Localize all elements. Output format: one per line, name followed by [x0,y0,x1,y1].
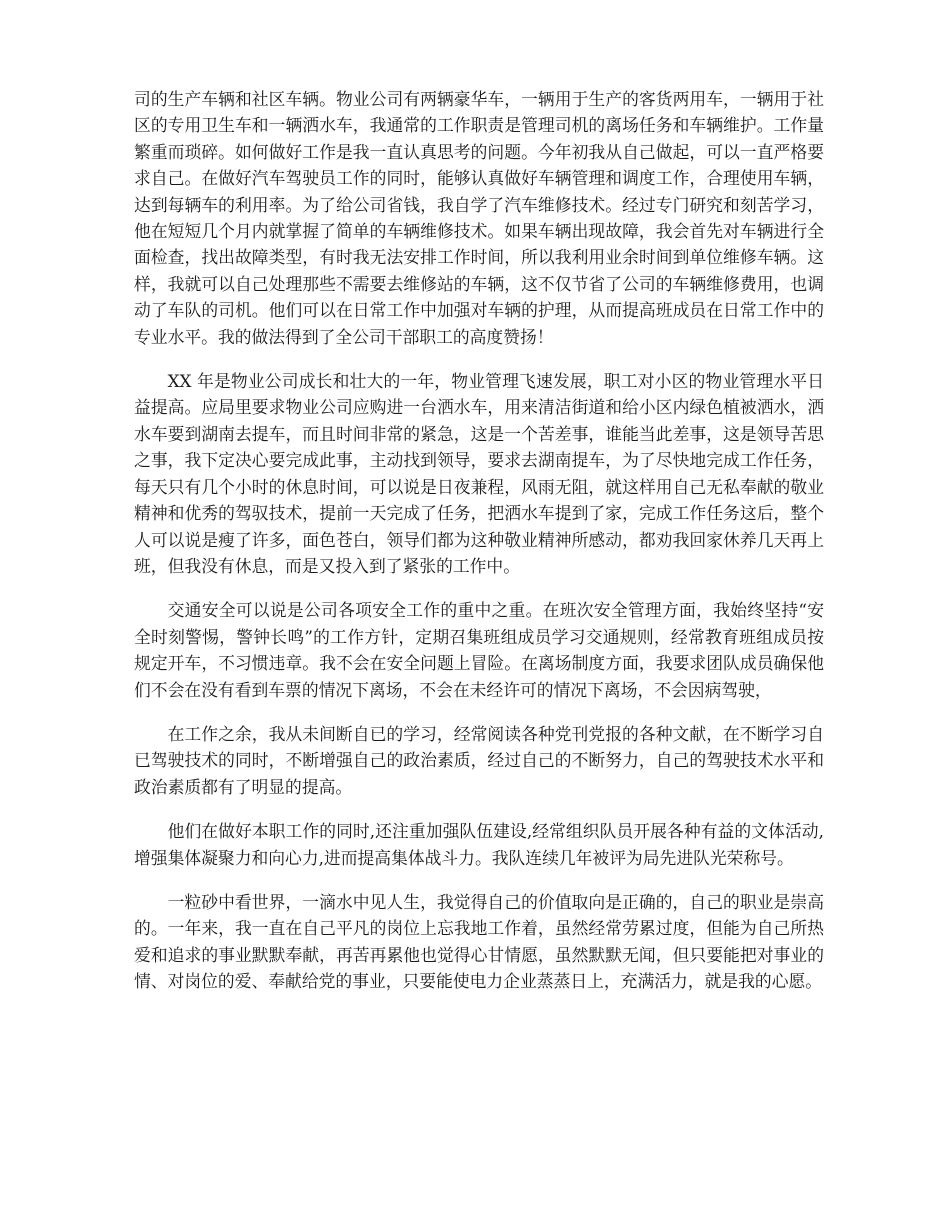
paragraph-5: 他们在做好本职工作的同时,还注重加强队伍建设,经常组织队员开展各种有益的文体活动,增强集体凝聚力和向心力,进而提高集体战斗力。我队连续几年被评为局先进队光荣称号。 [134,821,824,868]
paragraph-2: XX 年是物业公司成长和壮大的一年，物业管理飞速发展，职工对小区的物业管理水平日益提高。应局里要求物业公司应购进一台洒水车，用来清洁街道和给小区内绿色植被洒水，洒水车要到湖南去提车，而且时间非常的紧急，这是一个苦差事，谁能当此差事，这是领导苦思之事，我下定决心要完成此事，主动找到领导，要求去湖南提车，为了尽快地完成工作任务，每天只有几个小时的休息时间，可以说是日夜兼程，风雨无阻，就这样用自己无私奉献的敬业精神和优秀的驾驭技术，提前一天完成了任务，把洒水车提到了家，完成工作任务这后，整个人可以说是瘦了许多，面色苍白，领导们都为这种敬业精神所感动，都劝我回家休养几天再上班，但我没有休息，而是又投入到了紧张的工作中。 [134,371,824,576]
paragraph-1: 司的生产车辆和社区车辆。物业公司有两辆豪华车，一辆用于生产的客货两用车，一辆用于社区的专用卫生车和一辆洒水车，我通常的工作职责是管理司机的离场任务和车辆维护。工作量繁重而琐碎。如何做好工作是我一直认真思考的问题。今年初我从自己做起，可以一直严格要求自己。在做好汽车驾驶员工作的同时，能够认真做好车辆管理和调度工作，合理使用车辆，达到每辆车的利用率。为了给公司省钱，我自学了汽车维修技术。经过专门研究和刻苦学习，他在短短几个月内就掌握了简单的车辆维修技术。如果车辆出现故障，我会首先对车辆进行全面检查，找出故障类型，有时我无法安排工作时间，所以我利用业余时间到单位维修车辆。这样，我就可以自己处理那些不需要去维修站的车辆，这不仅节省了公司的车辆维修费用，也调动了车队的司机。他们可以在日常工作中加强对车辆的护理，从而提高班成员在日常工作中的专业水平。我的做法得到了全公司干部职工的高度赞扬！ [134,89,824,347]
paragraph-6: 一粒砂中看世界，一滴水中见人生，我觉得自己的价值取向是正确的，自己的职业是崇高的。一年来，我一直在自己平凡的岗位上忘我地工作着，虽然经常劳累过度，但能为自己所热爱和追求的事业默默奉献，再苦再累他也觉得心甘情愿，虽然默默无闻，但只要能把对事业的情、对岗位的爱、奉献给党的事业，只要能使电力企业蒸蒸日上，充满活力，就是我的心愿。 [134,891,824,992]
paragraph-3: 交通安全可以说是公司各项安全工作的重中之重。在班次安全管理方面，我始终坚持“安全时刻警惕，警钟长鸣”的工作方针，定期召集班组成员学习交通规则，经常教育班组成员按规定开车，不习惯违章。我不会在安全问题上冒险。在离场制度方面，我要求团队成员确保他们不会在没有看到车票的情况下离场，不会在未经许可的情况下离场，不会因病驾驶， [134,600,824,700]
document-body [134,86,824,1013]
paragraph-4: 在工作之余，我从未间断自已的学习，经常阅读各种党刊党报的各种文献，在不断学习自已驾驶技术的同时，不断增强自己的政治素质，经过自己的不断努力，自己的驾驶技术水平和政治素质都有了明显的提高。 [134,723,824,797]
